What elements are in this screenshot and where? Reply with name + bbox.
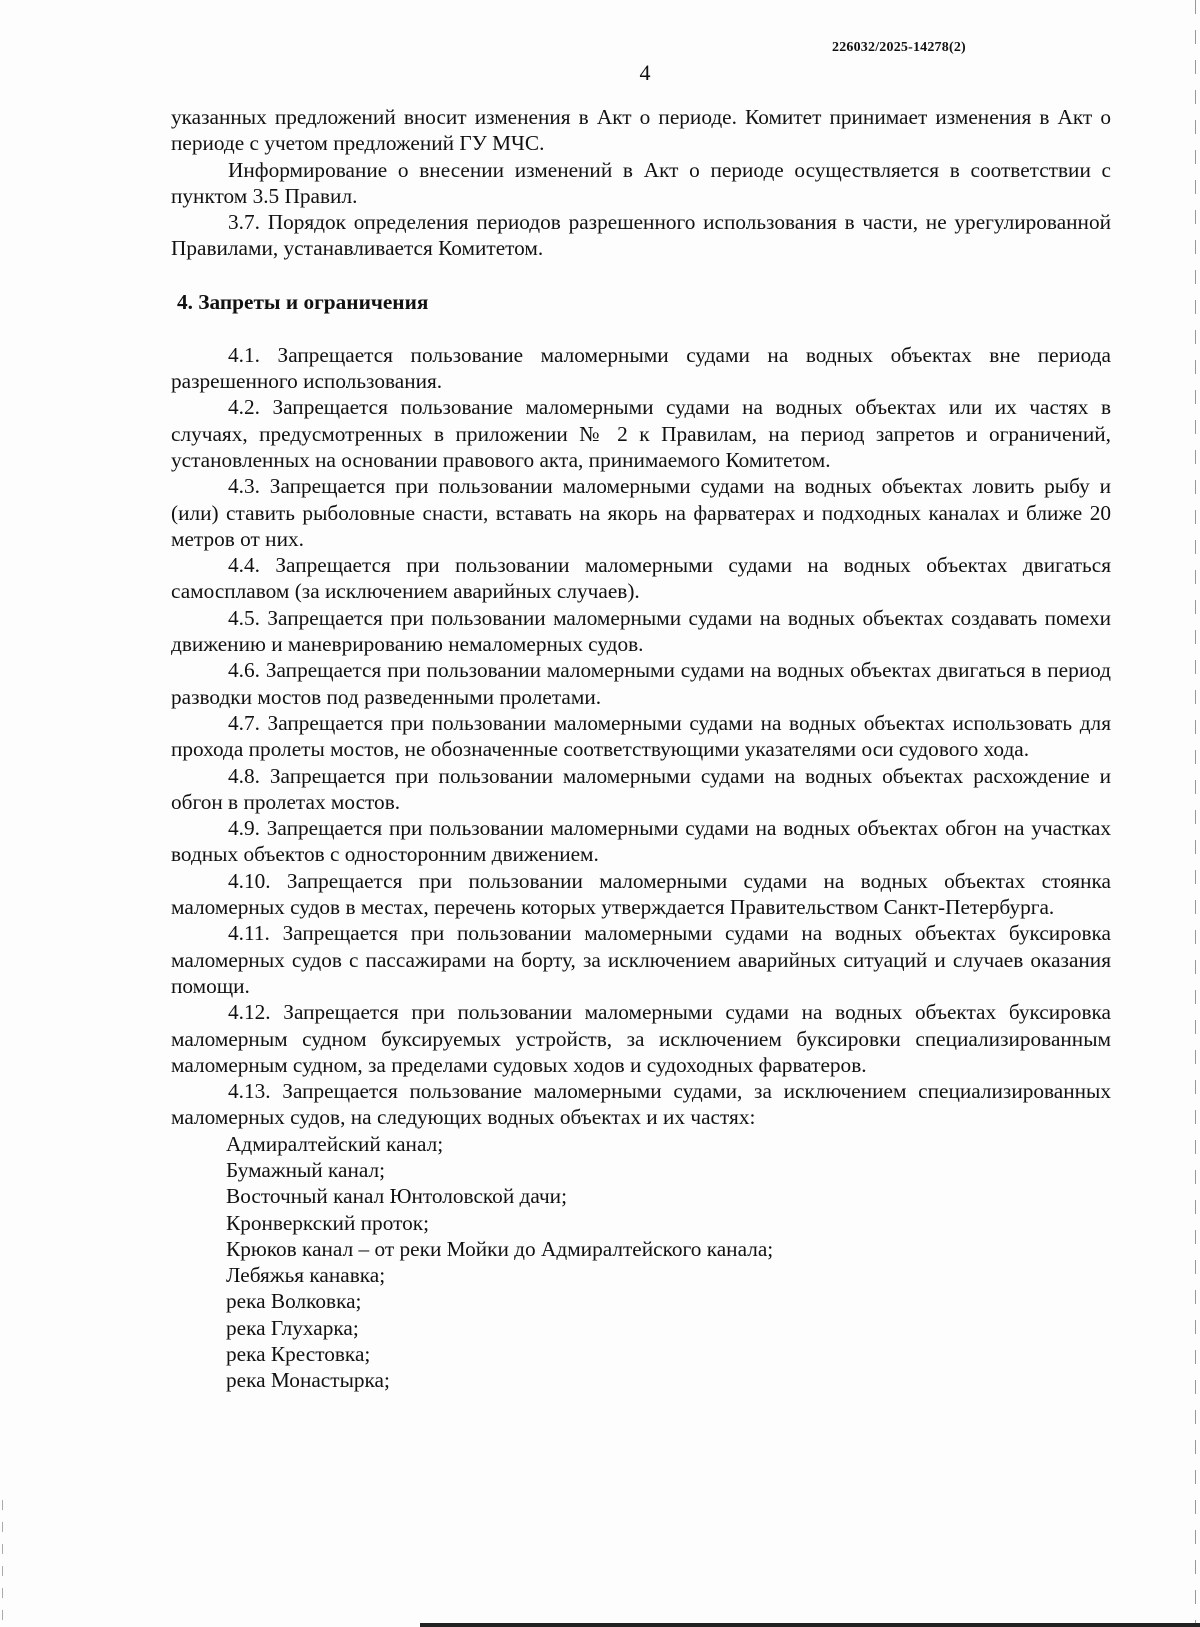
list-item: река Монастырка; [226, 1368, 390, 1393]
clause-4-4: 4.4. Запрещается при пользовании маломерными судами на водных объектах двигаться самосплавом (за исключением аварийных случаев). [171, 553, 1111, 604]
clause-4-10: 4.10. Запрещается при пользовании маломерными судами на водных объектах стоянка маломерных судов в местах, перечень которых утверждается Правительством Санкт-Петербурга. [171, 868, 1111, 920]
spacer [171, 316, 1111, 342]
clause-4-12: 4.12. Запрещается при пользовании маломерными судами на водных объектах буксировка маломерным судном буксируемых устройств, за исключением буксировки специализированным маломерным судном, за пределами судовых ходов и судоходных фарватеров. [171, 1000, 1111, 1077]
clause-4-6: 4.6. Запрещается при пользовании маломерными судами на водных объектах двигаться в период разводки мостов под разведенными пролетами. [171, 658, 1111, 709]
paragraph-3-7: 3.7. Порядок определения периодов разрешенного использования в части, не урегулированной Правилами, устанавливается Комитетом. [171, 210, 1111, 261]
list-item: Крюков канал – от реки Мойки до Адмиралтейского канала; [226, 1236, 774, 1261]
clause-4-1: 4.1. Запрещается пользование маломерными судами на водных объектах вне периода разрешенного использования. [171, 342, 1111, 394]
list-item: Бумажный канал; [226, 1157, 386, 1182]
list-item: река Крестовка; [226, 1342, 371, 1367]
page-number: 4 [639, 60, 651, 85]
clause-4-13: 4.13. Запрещается пользование маломерными судами, за исключением специализированных маломерных судов, на следующих водных объектах и их частях: [171, 1079, 1111, 1130]
list-item: Лебяжья канавка; [226, 1263, 386, 1288]
list-item: Восточный канал Юнтоловской дачи; [226, 1184, 567, 1209]
clause-4-9: 4.9. Запрещается при пользовании маломерными судами на водных объектах обгон на участках водных объектов с односторонним движением. [171, 816, 1111, 867]
document-number: 226032/2025-14278(2) [832, 40, 966, 55]
clause-4-11: 4.11. Запрещается при пользовании маломерными судами на водных объектах буксировка маломерных судов с пассажирами на борту, за исключением аварийных ситуаций и случаев оказания помощи. [171, 921, 1111, 998]
list-item: река Глухарка; [226, 1315, 359, 1340]
clause-4-7: 4.7. Запрещается при пользовании маломерными судами на водных объектах использовать для прохода пролеты мостов, не обозначенные соответствующими указателями оси судового хода. [171, 710, 1111, 762]
scan-edge-bottom [420, 1623, 1200, 1627]
section-heading: 4. Запреты и ограничения [177, 289, 429, 314]
clause-4-8: 4.8. Запрещается при пользовании маломерными судами на водных объектах расхождение и обгон в пролетах мостов. [171, 763, 1111, 814]
spacer [171, 262, 1111, 288]
paragraph: указанных предложений вносит изменения в Акт о периоде. Комитет принимает изменения в Акт о периоде с учетом предложений ГУ МЧС. [171, 105, 1111, 156]
scan-edge-right [1195, 0, 1196, 1627]
list-item: Адмиралтейский канал; [226, 1131, 444, 1156]
scan-edge-left [2, 1500, 3, 1620]
clause-4-2: 4.2. Запрещается пользование маломерными судами на водных объектах или их частях в случаях, предусмотренных в приложении № 2 к Правилам, на период запретов и ограничений, установленных на основании правового акта, принимаемого Комитетом. [171, 395, 1111, 472]
document-body [171, 104, 1111, 1394]
paragraph: Информирование о внесении изменений в Акт о периоде осуществляется в соответствии с пунктом 3.5 Правил. [171, 157, 1111, 208]
list-item: Кронверкский проток; [226, 1210, 430, 1235]
clause-4-3: 4.3. Запрещается при пользовании маломерными судами на водных объектах ловить рыбу и (или) ставить рыболовные снасти, вставать на якорь на фарватерах и подходных каналах и ближе 20 метров от них. [171, 474, 1111, 551]
clause-4-5: 4.5. Запрещается при пользовании маломерными судами на водных объектах создавать помехи движению и маневрированию немаломерных судов. [171, 605, 1111, 657]
list-item: река Волковка; [226, 1289, 362, 1314]
